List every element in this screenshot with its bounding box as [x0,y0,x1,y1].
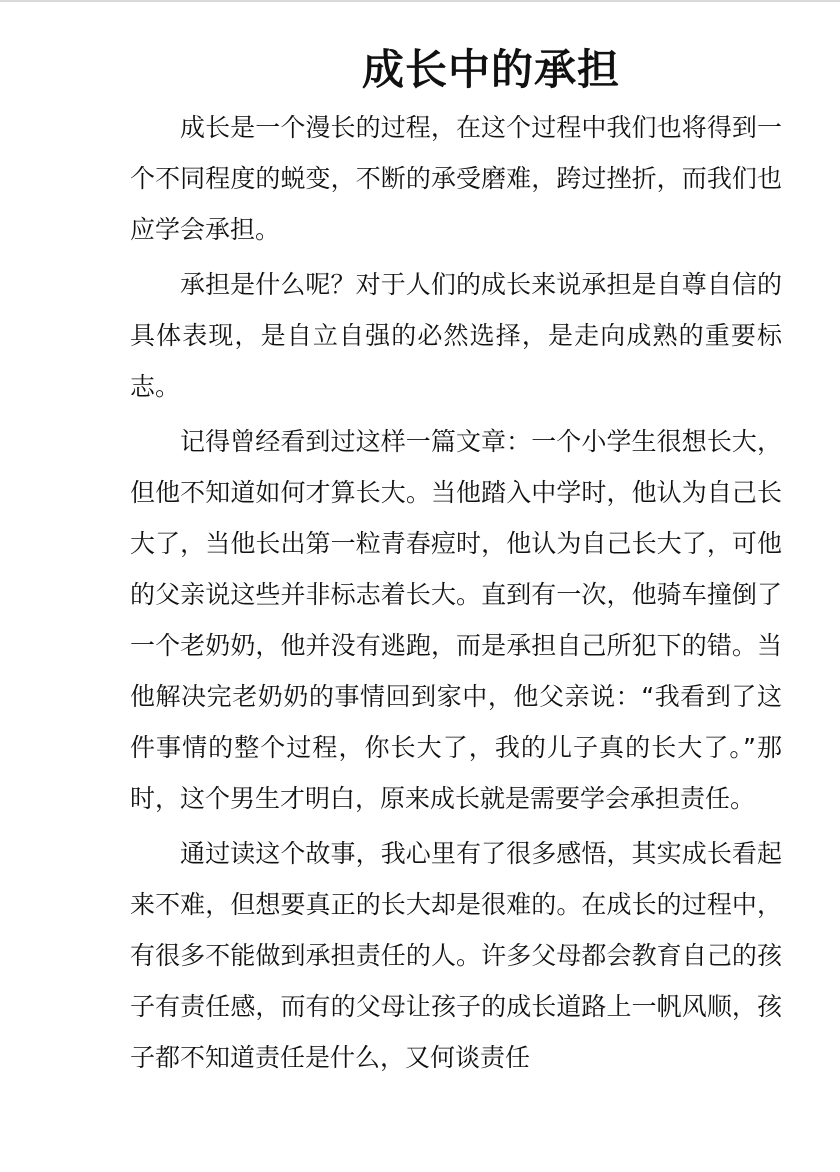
article [130,40,782,1087]
top-border [0,0,840,2]
page-bottom-margin [0,1132,840,1172]
paragraph-3: 记得曾经看到过这样一篇文章：一个小学生很想长大，但他不知道如何才算长大。当他踏入中学时，他认为自己长大了，当他长出第一粒青春痘时，他认为自己长大了，可他的父亲说这些并非标志着长大。直到有一次，他骑车撞倒了一个老奶奶，他并没有逃跑，而是承担自己所犯下的错。当他解决完老奶奶的事情回到家中，他父亲说：“我看到了这件事情的整个过程，你长大了，我的儿子真的长大了。”那时，这个男生才明白，原来成长就是需要学会承担责任。 [130,427,782,813]
article-title: 成长中的承担 [361,45,620,94]
paragraph-1: 成长是一个漫长的过程，在这个过程中我们也将得到一个不同程度的蜕变，不断的承受磨难，跨过挫折，而我们也应学会承担。 [130,113,782,244]
paragraph-4: 通过读这个故事，我心里有了很多感悟，其实成长看起来不难，但想要真正的长大却是很难的。在成长的过程中，有很多不能做到承担责任的人。许多父母都会教育自己的孩子有责任感，而有的父母让孩子的成长道路上一帆风顺，孩子都不知道责任是什么，又何谈责任 [130,839,782,1072]
paragraph-2: 承担是什么呢？对于人们的成长来说承担是自尊自信的具体表现，是自立自强的必然选择，是走向成熟的重要标志。 [130,270,782,401]
